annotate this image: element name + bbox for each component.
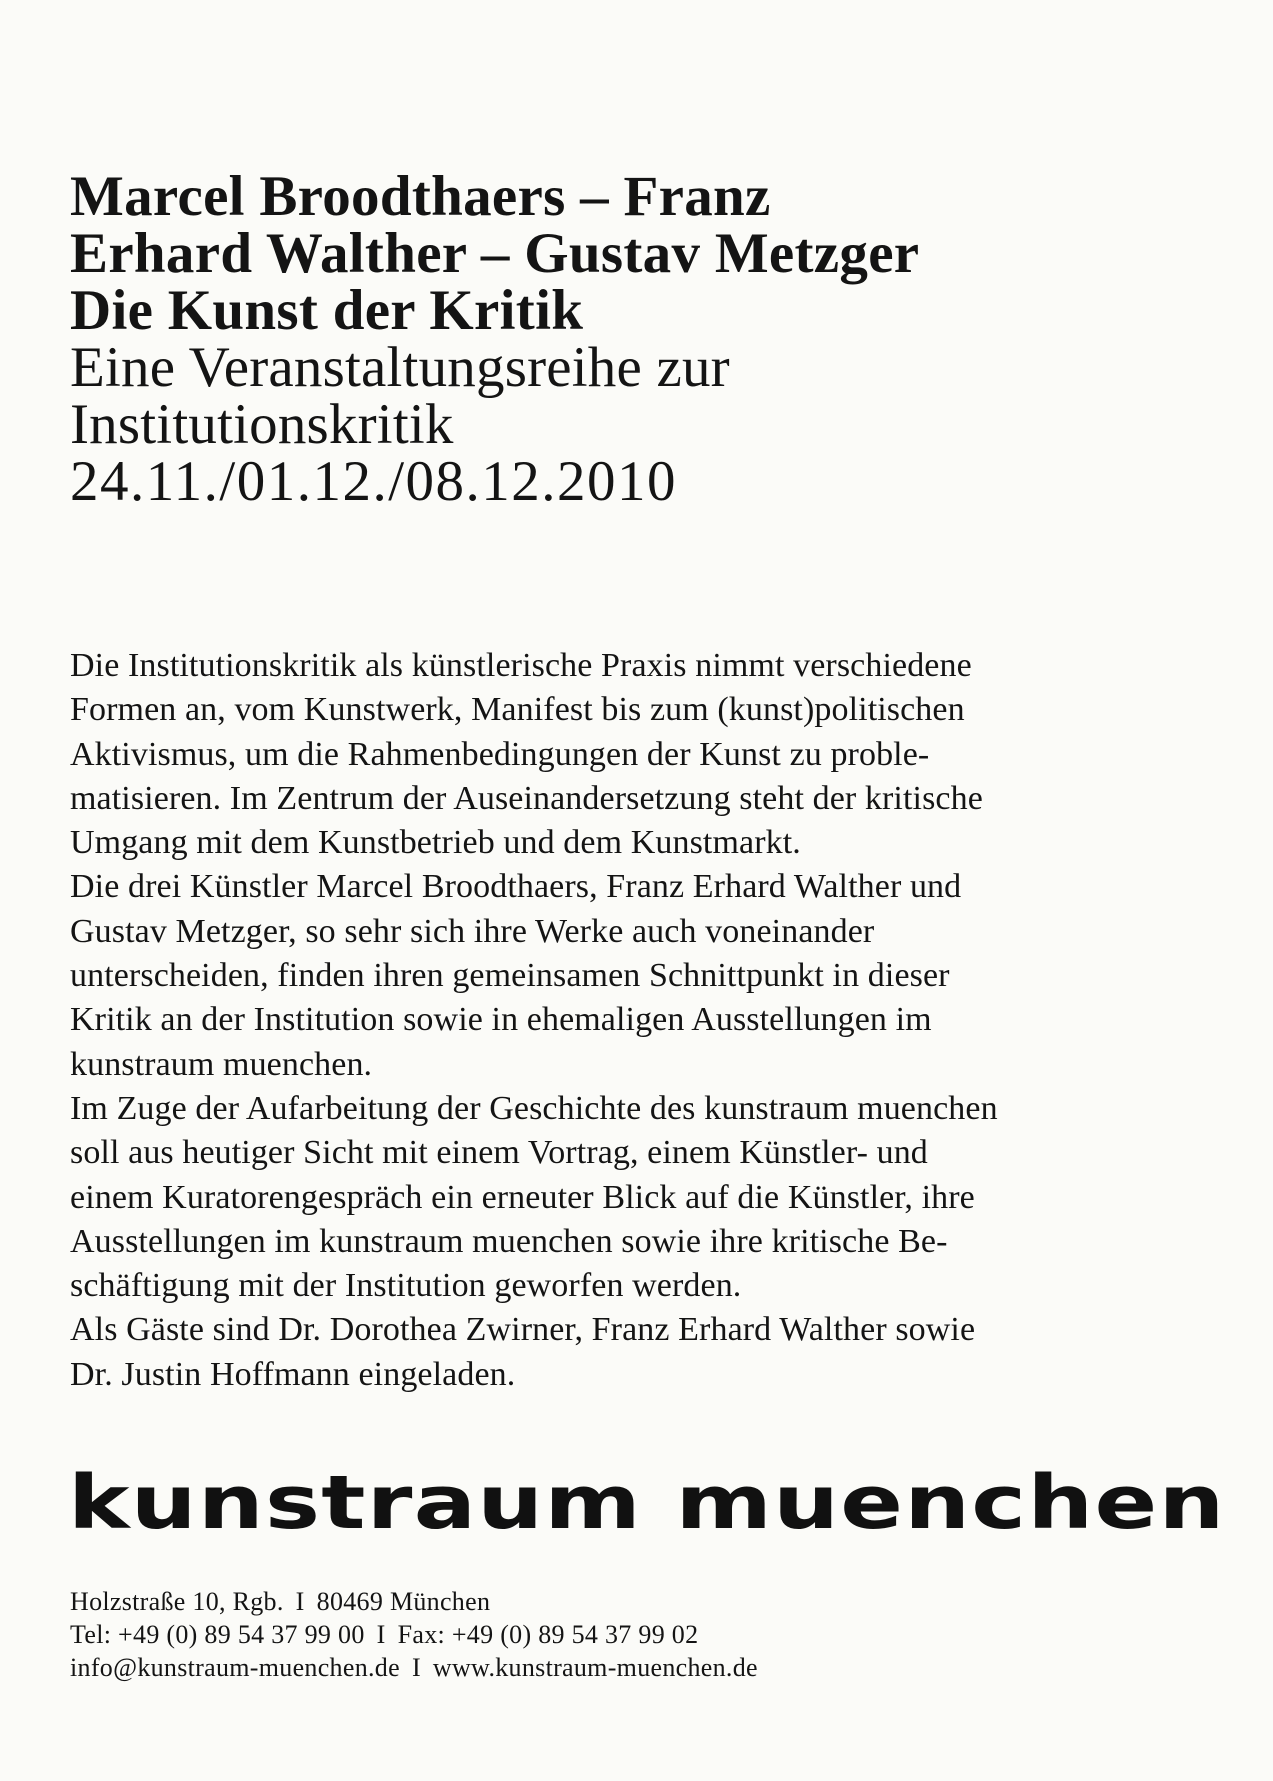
body-line: Die Institutionskritik als künstlerische Praxis nimmt verschiedene: [70, 647, 972, 684]
body-line: schäftigung mit der Institution geworfen werden.: [70, 1267, 742, 1305]
postal-city: 80469 München: [316, 1587, 491, 1616]
web-line: [70, 1651, 1170, 1684]
email-link[interactable]: info@kunstraum-muenchen.de: [70, 1653, 400, 1682]
body-line: Dr. Justin Hoffmann eingeladen.: [70, 1355, 516, 1393]
fax: Fax: +49 (0) 89 54 37 99 02: [397, 1620, 699, 1649]
body-line: matisieren. Im Zentrum der Auseinandersetzung steht der kritische: [70, 779, 983, 817]
street-address: Holzstraße 10, Rgb.: [70, 1587, 284, 1616]
telephone: Tel: +49 (0) 89 54 37 99 00: [70, 1620, 365, 1649]
contact-block: [70, 1585, 1170, 1684]
body-line: kunstraum muenchen.: [70, 1045, 373, 1083]
body-text: [70, 644, 1170, 1397]
address-line: [70, 1585, 1170, 1618]
headline-block: [70, 165, 1170, 513]
kunstraum-logo: kunstraum muenchen: [68, 1460, 1226, 1546]
headline-subtitle-line-2: Institutionskritik: [70, 393, 454, 456]
body-line: unterscheiden, finden ihren gemeinsamen Schnittpunkt in dieser: [70, 957, 950, 995]
body-line: Als Gäste sind Dr. Dorothea Zwirner, Franz Erhard Walther sowie: [70, 1311, 976, 1349]
headline-title-line-3: Die Kunst der Kritik: [70, 279, 584, 342]
body-line: Ausstellungen im kunstraum muenchen sowie ihre kritische Be-: [70, 1222, 948, 1260]
body-line: Umgang mit dem Kunstbetrieb und dem Kunstmarkt.: [70, 824, 801, 862]
body-line: Im Zuge der Aufarbeitung der Geschichte des kunstraum muenchen: [70, 1089, 998, 1127]
separator: I: [411, 1653, 421, 1682]
body-line: Gustav Metzger, so sehr sich ihre Werke auch voneinander: [70, 912, 875, 950]
phone-line: [70, 1618, 1170, 1651]
body-line: Formen an, vom Kunstwerk, Manifest bis zum (kunst)politischen: [70, 691, 965, 729]
event-dates: 24.11./01.12./08.12.2010: [70, 450, 678, 513]
separator: I: [295, 1587, 305, 1616]
headline-title-line-2: Erhard Walther – Gustav Metzger: [70, 222, 920, 285]
body-line: soll aus heutiger Sicht mit einem Vortrag, einem Künstler- und: [70, 1134, 928, 1172]
body-line: Die drei Künstler Marcel Broodthaers, Franz Erhard Walther und: [70, 868, 962, 906]
website-link[interactable]: www.kunstraum-muenchen.de: [432, 1653, 758, 1682]
body-line: Kritik an der Institution sowie in ehemaligen Ausstellungen im: [70, 1001, 932, 1039]
body-line: einem Kuratorengespräch ein erneuter Blick auf die Künstler, ihre: [70, 1178, 975, 1216]
headline-subtitle-line-1: Eine Veranstaltungsreihe zur: [70, 336, 730, 399]
headline-title-line-1: Marcel Broodthaers – Franz: [70, 165, 771, 228]
body-line: Aktivismus, um die Rahmenbedingungen der Kunst zu proble-: [70, 735, 930, 773]
separator: I: [376, 1620, 386, 1649]
